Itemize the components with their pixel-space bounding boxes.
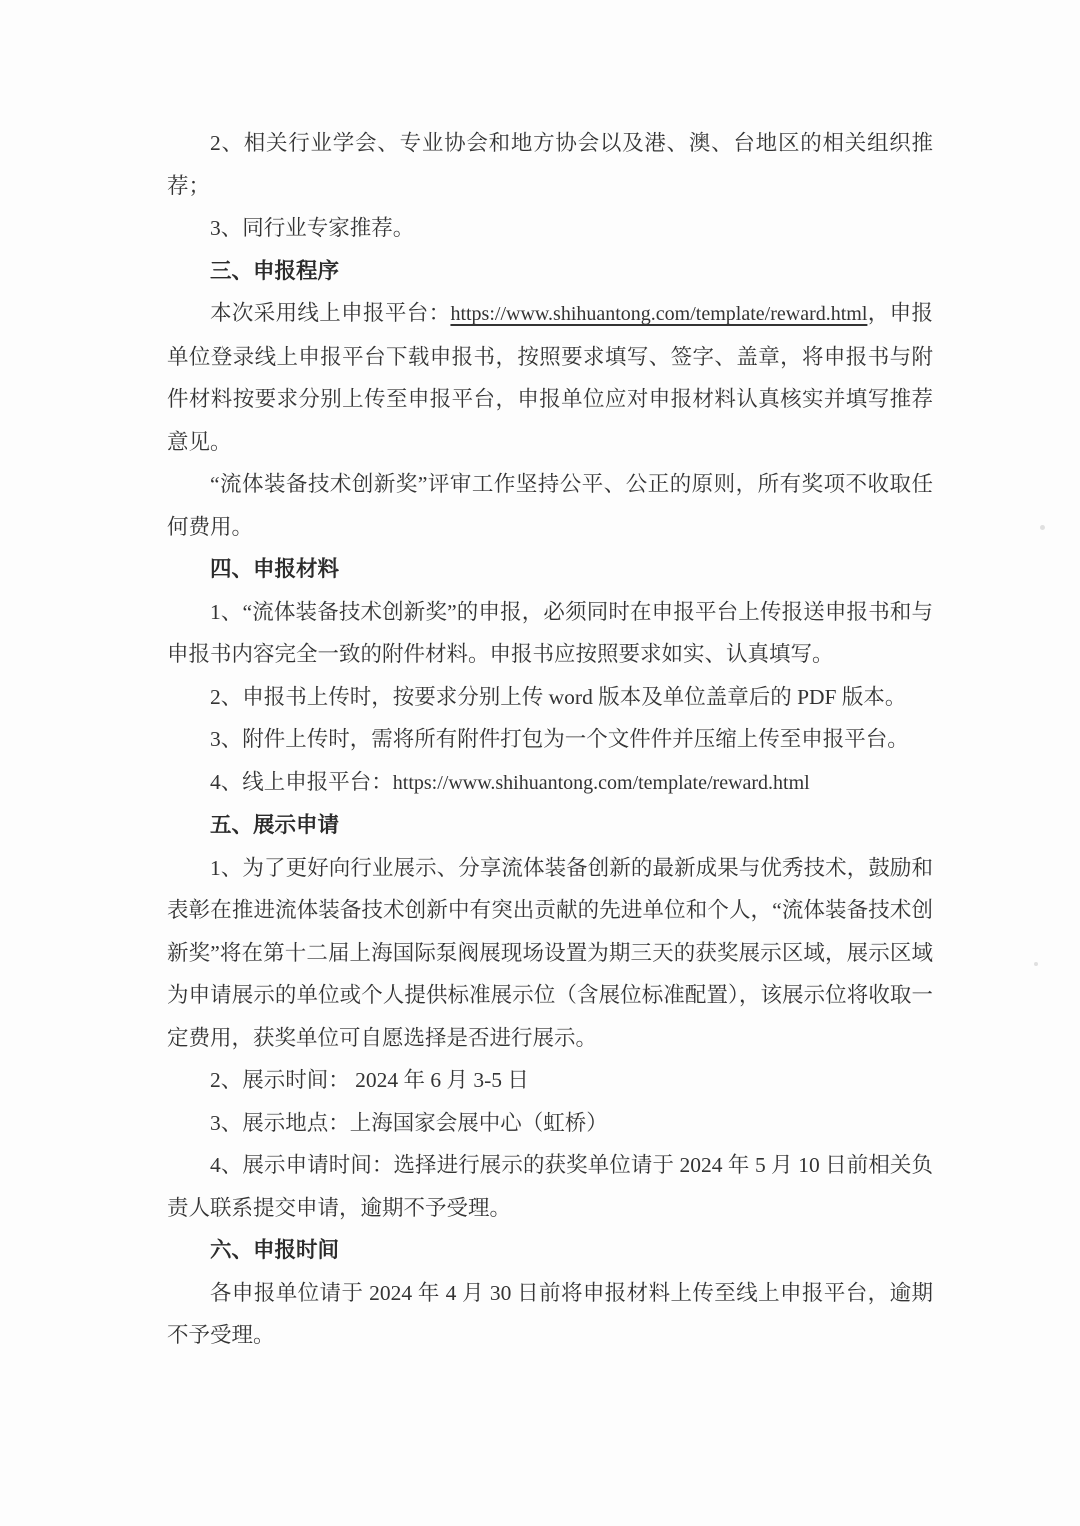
paragraph-materials-item-3: 3、附件上传时，需将所有附件打包为一个文件件并压缩上传至申报平台。 bbox=[210, 727, 909, 751]
paragraph-materials-item-2: 2、申报书上传时，按要求分别上传 word 版本及单位盖章后的 PDF 版本。 bbox=[210, 684, 907, 709]
paragraph-text: ，申报单位登录线上申报平台下载申报书，按照要求填写、签字、盖章，将申报书与附件材料按要求分别上传至申报平台，申报单位应对申报材料认真核实并填写推荐意见。 bbox=[167, 301, 933, 454]
section-heading-exhibition-application: 五、展示申请 bbox=[210, 813, 340, 837]
paragraph-application-deadline: 各申报单位请于 2024 年 4 月 30 日前将申报材料上传至线上申报平台，逾期不予受理。 bbox=[167, 1280, 933, 1347]
section-heading-application-time: 六、申报时间 bbox=[210, 1238, 340, 1262]
section-heading-application-procedure: 三、申报程序 bbox=[210, 258, 340, 283]
scan-speck bbox=[1040, 525, 1045, 530]
paragraph-exhibition-item-1: 1、为了更好向行业展示、分享流体装备创新的最新成果与优秀技术，鼓励和表彰在推进流体装备技术创新中有突出贡献的先进单位和个人，“流体装备技术创新奖”将在第十二届上海国际泵阀展现场设置为期三天的获奖展示区域，展示区域为申请展示的单位或个人提供标准展示位（含展位标准配置），该展示位将收取一定费用，获奖单位可自愿选择是否进行展示。 bbox=[167, 855, 933, 1050]
document-content bbox=[167, 122, 933, 1357]
intro-list-item: 3、同行业专家推荐。 bbox=[210, 216, 415, 240]
paragraph-exhibition-deadline: 4、展示申请时间：选择进行展示的获奖单位请于 2024 年 5 月 10 日前相关负责人联系提交申请，逾期不予受理。 bbox=[167, 1153, 933, 1220]
paragraph-review-principle: “流体装备技术创新奖”评审工作坚持公平、公正的原则，所有奖项不收取任何费用。 bbox=[167, 472, 933, 539]
application-platform-link[interactable]: https://www.shihuantong.com/template/reward.html bbox=[450, 303, 868, 325]
paragraph-materials-item-1: 1、“流体装备技术创新奖”的申报，必须同时在申报平台上传报送申报书和与申报书内容完全一致的附件材料。申报书应按照要求如实、认真填写。 bbox=[167, 599, 933, 666]
scan-speck bbox=[1034, 962, 1038, 966]
intro-list-item: 2、相关行业学会、专业协会和地方协会以及港、澳、台地区的相关组织推荐； bbox=[167, 131, 933, 198]
paragraph-materials-item-4 bbox=[167, 761, 933, 805]
section-heading-application-materials: 四、申报材料 bbox=[210, 557, 340, 581]
paragraph-text: 本次采用线上申报平台： bbox=[210, 301, 451, 325]
application-platform-url-text: https://www.shihuantong.com/template/reward.html bbox=[392, 771, 810, 794]
paragraph-text: 4、线上申报平台： bbox=[210, 769, 393, 794]
paragraph-exhibition-location: 3、展示地点：上海国家会展中心（虹桥） bbox=[210, 1110, 608, 1135]
paragraph-online-platform bbox=[167, 292, 933, 463]
paragraph-exhibition-time: 2、展示时间： 2024 年 6 月 3-5 日 bbox=[210, 1068, 529, 1092]
